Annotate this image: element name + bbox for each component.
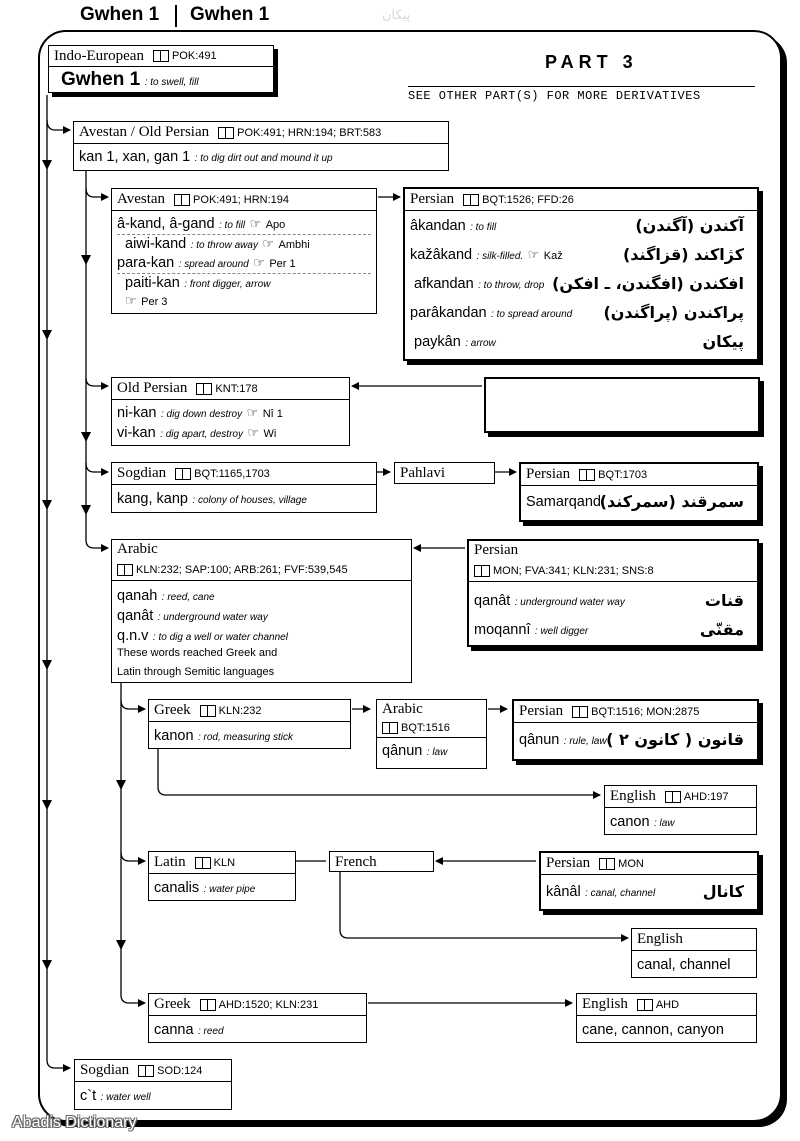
book-icon xyxy=(153,50,169,62)
english-1-gloss: : law xyxy=(653,818,675,829)
empty-box xyxy=(484,377,760,433)
latin-word: canalis xyxy=(154,880,200,896)
latin-lang: Latin xyxy=(154,854,186,870)
arabic-box-2 xyxy=(376,699,487,769)
pointing-hand-icon: ☞ xyxy=(247,425,260,440)
book-icon xyxy=(218,127,234,139)
entry-gloss: : underground water way xyxy=(157,612,268,623)
arabic-1-lang: Arabic xyxy=(117,541,158,557)
book-icon xyxy=(117,564,133,576)
entry-source: Apo xyxy=(265,219,286,231)
entry-word: parâkandan xyxy=(410,305,487,321)
avestan-old-persian-box xyxy=(73,121,449,171)
watermark: پیکان xyxy=(382,8,411,23)
book-icon xyxy=(474,565,490,577)
entry-persian-script: کژاکند (قزاگند) xyxy=(622,245,744,264)
persian-1-entry xyxy=(410,333,752,359)
persian-1-ref: BQT:1526; FFD:26 xyxy=(482,193,574,206)
avestan-entry xyxy=(117,215,371,235)
header-right-title: Gwhen 1 xyxy=(190,4,270,25)
greek-2-ref: AHD:1520; KLN:231 xyxy=(218,998,319,1011)
persian-1-lang: Persian xyxy=(410,191,455,207)
book-icon xyxy=(175,468,191,480)
english-1-ref: AHD:197 xyxy=(683,790,729,803)
persian-4-word: qânun xyxy=(519,732,560,748)
sogdian-1-ref: BQT:1165,1703 xyxy=(194,467,270,480)
book-icon xyxy=(200,999,216,1011)
entry-source: Per 1 xyxy=(269,258,296,270)
english-1-word: canon xyxy=(610,814,650,830)
entry-gloss: : arrow xyxy=(465,338,496,349)
persian-5-entry xyxy=(546,883,752,903)
old-persian-lang: Old Persian xyxy=(117,380,188,396)
sogdian-1-lang: Sogdian xyxy=(117,465,167,481)
english-box-3 xyxy=(576,993,757,1043)
english-3-ref: AHD xyxy=(655,998,680,1011)
arabic-1-entry xyxy=(117,607,406,627)
avestan-box xyxy=(111,188,377,314)
persian-4-gloss: : rule, law xyxy=(563,736,607,747)
header-left-title: Gwhen 1 xyxy=(80,4,160,25)
entry-persian-script: پراکندن (پراگندن) xyxy=(603,303,744,322)
book-icon xyxy=(200,705,216,717)
old-persian-ref: KNT:178 xyxy=(215,382,258,395)
english-1-lang: English xyxy=(610,788,656,804)
entry-source: Ambhi xyxy=(278,239,310,251)
arabic-2-ref: BQT:1516 xyxy=(401,722,450,734)
english-2-word: canal, channel xyxy=(637,957,731,973)
entry-word: moqannî xyxy=(474,622,531,638)
book-icon xyxy=(665,791,681,803)
book-icon xyxy=(195,857,211,869)
avestan-entry-source xyxy=(117,292,371,308)
pointing-hand-icon: ☞ xyxy=(125,293,137,308)
book-icon xyxy=(572,706,588,718)
persian-box-3 xyxy=(467,539,759,647)
persian-1-entry xyxy=(410,304,752,333)
entry-gloss: : dig apart, destroy xyxy=(160,429,243,440)
english-3-lang: English xyxy=(582,996,628,1012)
arabic-1-note: These words reached Greek and xyxy=(117,647,278,659)
entry-gloss: : to fill xyxy=(470,222,497,233)
old-persian-entry xyxy=(117,404,344,424)
sogdian-box-2 xyxy=(74,1059,232,1110)
persian-2-persian-script: سمرقند (سمرکند) xyxy=(599,492,744,511)
avestan-entry xyxy=(117,235,371,254)
sogdian-box-1 xyxy=(111,462,377,513)
entry-word: afkandan xyxy=(414,276,474,292)
old-persian-entry xyxy=(117,424,344,444)
pahlavi-lang: Pahlavi xyxy=(400,465,445,481)
sogdian-2-word: c`t xyxy=(80,1088,97,1104)
book-icon xyxy=(174,194,190,206)
greek-box-2 xyxy=(148,993,367,1043)
entry-word: paiti-kan xyxy=(125,275,180,291)
entry-gloss: : well digger xyxy=(534,626,589,637)
entry-gloss: : silk-filled. xyxy=(476,251,524,262)
sogdian-1-gloss: : colony of houses, village xyxy=(192,495,307,506)
entry-word: paykân xyxy=(414,334,461,350)
pointing-hand-icon: ☞ xyxy=(253,255,265,270)
old-persian-box xyxy=(111,377,350,446)
part-title: PART 3 xyxy=(545,52,638,72)
persian-4-entry xyxy=(519,731,752,751)
avestan-entry xyxy=(117,254,371,274)
root-word: Gwhen 1 xyxy=(61,69,141,90)
persian-2-entry xyxy=(526,493,752,513)
arabic-1-ref: KLN:232; SAP:100; ARB:261; FVF:539,545 xyxy=(136,563,348,576)
avestan-old-persian-lang: Avestan / Old Persian xyxy=(79,124,210,140)
entry-source: Per 3 xyxy=(141,296,168,308)
entry-gloss: : to throw away xyxy=(190,240,258,251)
book-icon xyxy=(196,383,212,395)
entry-persian-script: افکندن (افگندن، ـ افکن) xyxy=(552,274,744,293)
entry-gloss: : reed, cane xyxy=(161,592,215,603)
greek-1-lang: Greek xyxy=(154,702,191,718)
greek-1-ref: KLN:232 xyxy=(218,704,262,717)
french-lang: French xyxy=(335,854,377,870)
book-icon xyxy=(138,1065,154,1077)
book-icon xyxy=(637,999,653,1011)
french-box xyxy=(329,851,434,872)
persian-4-persian-script: قانون ( کانون ۲ ) xyxy=(606,730,744,749)
persian-5-persian-script: کانال xyxy=(702,882,744,901)
arabic-2-gloss: : law xyxy=(426,747,448,758)
entry-word: vi-kan xyxy=(117,425,156,441)
entry-gloss: : to dig a well or water channel xyxy=(152,632,288,643)
entry-persian-script: مقنّی xyxy=(699,620,744,639)
arabic-2-word: qânun xyxy=(382,743,423,759)
arabic-1-note: Latin through Semitic languages xyxy=(117,666,275,678)
persian-box-2 xyxy=(519,462,759,522)
persian-3-ref: MON; FVA:341; KLN:231; SNS:8 xyxy=(493,564,654,577)
entry-persian-script: آکندن (آگندن) xyxy=(635,216,744,235)
english-3-word: cane, cannon, canyon xyxy=(582,1022,724,1038)
entry-word: q.n.v xyxy=(117,628,149,644)
greek-box-1 xyxy=(148,699,351,749)
entry-gloss: : spread around xyxy=(178,259,249,270)
entry-word: qanât xyxy=(474,593,511,609)
persian-box-4 xyxy=(512,699,759,761)
part-subtitle: SEE OTHER PART(S) FOR MORE DERIVATIVES xyxy=(408,86,755,103)
persian-3-entry xyxy=(474,621,752,647)
persian-5-ref: MON xyxy=(618,857,644,870)
entry-gloss: : underground water way xyxy=(514,597,625,608)
greek-1-word: kanon xyxy=(154,728,194,744)
greek-1-gloss: : rod, measuring stick xyxy=(197,732,294,743)
greek-2-word: canna xyxy=(154,1022,194,1038)
entry-persian-script: پیکان xyxy=(702,332,744,351)
book-icon xyxy=(599,858,615,870)
footer-watermark: Abadis Dictionary xyxy=(12,1114,137,1131)
arabic-box-1 xyxy=(111,539,412,683)
sogdian-2-ref: SOD:124 xyxy=(157,1064,203,1077)
pointing-hand-icon: ☞ xyxy=(246,405,259,420)
entry-word: âkandan xyxy=(410,218,466,234)
root-ref: POK:491 xyxy=(171,50,217,62)
book-icon xyxy=(463,194,479,206)
avestan-ref: POK:491; HRN:194 xyxy=(193,193,290,206)
greek-2-lang: Greek xyxy=(154,996,191,1012)
avestan-old-persian-ref: POK:491; HRN:194; BRT:583 xyxy=(237,126,382,139)
entry-word: kažâkand xyxy=(410,247,473,263)
entry-persian-script: قنات xyxy=(704,591,744,610)
entry-word: qanah xyxy=(117,588,158,604)
english-box-2 xyxy=(631,928,757,978)
arabic-1-entry xyxy=(117,627,406,647)
sogdian-2-gloss: : water well xyxy=(100,1092,151,1103)
persian-5-gloss: : canal, channel xyxy=(585,888,656,899)
greek-2-gloss: : reed xyxy=(197,1026,224,1037)
entry-gloss: : to spread around xyxy=(491,309,573,320)
pahlavi-box xyxy=(394,462,495,484)
persian-2-word: Samarqand xyxy=(526,494,601,510)
entry-word: qanât xyxy=(117,608,154,624)
book-icon xyxy=(382,722,398,734)
persian-box-1 xyxy=(403,187,759,361)
latin-box xyxy=(148,851,296,901)
root-box xyxy=(48,45,274,93)
entry-gloss: : front digger, arrow xyxy=(184,279,271,290)
entry-source: Nî 1 xyxy=(262,408,283,420)
sogdian-1-word: kang, kanp xyxy=(117,491,188,507)
avestan-lang: Avestan xyxy=(117,191,166,207)
entry-source: Wi xyxy=(263,428,277,440)
root-lang: Indo-European xyxy=(54,47,144,64)
pointing-hand-icon: ☞ xyxy=(262,236,275,251)
entry-word: aiwi-kand xyxy=(125,236,187,252)
avestan-entry xyxy=(117,274,371,292)
entry-word: para-kan xyxy=(117,255,175,271)
arabic-2-lang: Arabic xyxy=(382,701,423,717)
persian-box-5 xyxy=(539,851,759,911)
english-2-lang: English xyxy=(637,931,683,947)
entry-word: â-kand, â-gand xyxy=(117,216,215,232)
entry-gloss: : to throw, drop xyxy=(478,280,545,291)
root-gloss: : to swell, fill xyxy=(144,77,199,88)
persian-1-entry xyxy=(410,217,752,246)
entry-word: ni-kan xyxy=(117,405,157,421)
english-box-1 xyxy=(604,785,757,835)
persian-5-lang: Persian xyxy=(546,855,591,871)
entry-source: Kaž xyxy=(543,250,563,262)
persian-1-entry xyxy=(410,246,752,275)
arabic-1-entry xyxy=(117,587,406,607)
latin-ref: KLN xyxy=(213,856,236,869)
persian-5-word: kânâl xyxy=(546,884,581,900)
persian-1-entry xyxy=(410,275,752,304)
sogdian-2-lang: Sogdian xyxy=(80,1062,130,1078)
persian-4-lang: Persian xyxy=(519,703,564,719)
entry-gloss: : to fill xyxy=(219,220,246,231)
latin-gloss: : water pipe xyxy=(203,884,256,895)
pointing-hand-icon: ☞ xyxy=(527,247,540,262)
pointing-hand-icon: ☞ xyxy=(249,216,262,231)
persian-3-lang: Persian xyxy=(474,542,519,558)
persian-4-ref: BQT:1516; MON:2875 xyxy=(591,705,700,718)
persian-2-lang: Persian xyxy=(526,466,571,482)
book-icon xyxy=(579,469,595,481)
persian-3-entry xyxy=(474,592,752,621)
avestan-old-persian-word: kan 1, xan, gan 1 xyxy=(79,149,191,165)
avestan-old-persian-gloss: : to dig dirt out and mound it up xyxy=(194,153,333,164)
persian-2-ref: BQT:1703 xyxy=(598,468,648,481)
entry-gloss: : dig down destroy xyxy=(160,409,243,420)
